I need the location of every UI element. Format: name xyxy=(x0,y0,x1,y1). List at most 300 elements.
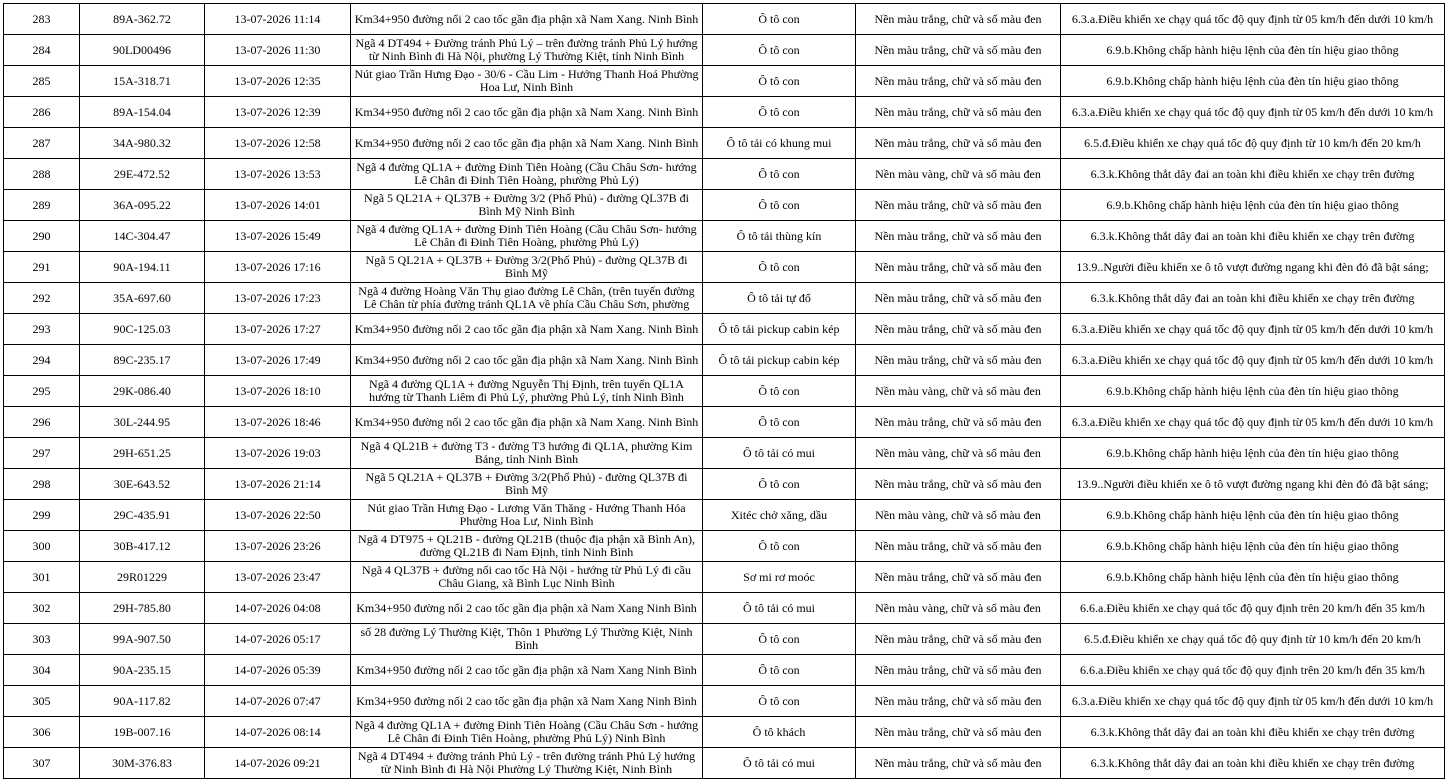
license-plate-text: 36A-095.22 xyxy=(113,198,171,212)
location-text: Ngã 4 đường QL1A + đường Đinh Tiên Hoàng (Cầu Châu Sơn- hướng Lê Chân đi Đinh Tiên Hoàng, phường Phủ Lý) xyxy=(356,161,697,187)
plate-color-cell xyxy=(856,500,1061,531)
violation-text: 6.3.a.Điều khiển xe chạy quá tốc độ quy định từ 05 km/h đến dưới 10 km/h xyxy=(1071,353,1434,367)
vehicle-type-cell xyxy=(703,407,856,438)
vehicle-type-cell xyxy=(703,190,856,221)
plate-color-cell xyxy=(856,35,1061,66)
vehicle-type-text: Ô tô con xyxy=(758,12,800,26)
vehicle-type-text: Ô tô con xyxy=(758,74,800,88)
license-plate-text: 30B-417.12 xyxy=(113,539,171,553)
violation-text: 6.5.đ.Điều khiển xe chạy quá tốc độ quy định từ 10 km/h đến 20 km/h xyxy=(1084,632,1421,646)
location-cell xyxy=(351,748,703,779)
timestamp-text: 13-07-2026 23:26 xyxy=(234,539,321,553)
row-number-text: 289 xyxy=(32,198,51,212)
vehicle-type-cell xyxy=(703,283,856,314)
license-plate-text: 90LD00496 xyxy=(113,43,171,57)
violation-cell xyxy=(1061,748,1445,779)
plate-color-cell xyxy=(856,97,1061,128)
timestamp-text: 14-07-2026 07:47 xyxy=(234,694,321,708)
license-plate-cell xyxy=(80,314,205,345)
row-number-cell xyxy=(4,562,80,593)
location-text: Ngã 4 DT494 + Đường tránh Phủ Lý – trên đường tránh Phủ Lý hướng từ Ninh Bình đi Hà Nội, phường Lý Thường Kiệt, tỉnh Ninh Bình xyxy=(355,37,698,63)
timestamp-text: 14-07-2026 04:08 xyxy=(234,601,321,615)
timestamp-text: 13-07-2026 17:16 xyxy=(234,260,321,274)
violation-cell xyxy=(1061,4,1445,35)
timestamp-cell xyxy=(205,314,351,345)
plate-color-text: Nền màu trắng, chữ và số màu đen xyxy=(874,477,1042,491)
license-plate-cell xyxy=(80,159,205,190)
plate-color-cell xyxy=(856,221,1061,252)
vehicle-type-text: Ô tô con xyxy=(758,415,800,429)
row-number-cell xyxy=(4,748,80,779)
row-number-text: 283 xyxy=(32,12,51,26)
plate-color-text: Nền màu vàng, chữ và số màu đen xyxy=(875,601,1041,615)
license-plate-cell xyxy=(80,438,205,469)
plate-color-text: Nền màu vàng, chữ và số màu đen xyxy=(875,508,1041,522)
location-cell xyxy=(351,97,703,128)
location-text: Ngã 5 QL21A + QL37B + Đường 3/2 (Phố Phủ) - đường QL37B đi Bình Mỹ Ninh Bình xyxy=(364,192,689,218)
plate-color-text: Nền màu trắng, chữ và số màu đen xyxy=(874,322,1042,336)
plate-color-cell xyxy=(856,531,1061,562)
location-text: Km34+950 đường nối 2 cao tốc gần địa phận xã Nam Xang. Ninh Bình xyxy=(354,322,699,336)
violation-text: 6.3.k.Không thắt dây đai an toàn khi điều khiển xe chạy trên đường xyxy=(1090,756,1415,770)
plate-color-text: Nền màu trắng, chữ và số màu đen xyxy=(874,105,1042,119)
timestamp-cell xyxy=(205,655,351,686)
license-plate-text: 29K-086.40 xyxy=(113,384,171,398)
violation-cell xyxy=(1061,376,1445,407)
row-number-cell xyxy=(4,655,80,686)
license-plate-text: 30M-376.83 xyxy=(112,756,172,770)
timestamp-cell xyxy=(205,190,351,221)
location-cell xyxy=(351,159,703,190)
row-number-cell xyxy=(4,252,80,283)
row-number-cell xyxy=(4,159,80,190)
row-number-cell xyxy=(4,283,80,314)
violation-cell xyxy=(1061,35,1445,66)
plate-color-text: Nền màu trắng, chữ và số màu đen xyxy=(874,353,1042,367)
table-row xyxy=(4,97,1445,128)
vehicle-type-text: Ô tô con xyxy=(758,260,800,274)
location-text: Ngã 4 đường QL1A + đường Đinh Tiên Hoàng (Cầu Châu Sơn - hướng Lê Chân đi Đinh Tiên Hoàng, phường Phủ Lý) Ninh Bình xyxy=(354,719,699,745)
timestamp-text: 13-07-2026 11:14 xyxy=(234,12,321,26)
violation-text: 6.3.k.Không thắt dây đai an toàn khi điều khiển xe chạy trên đường xyxy=(1090,167,1415,181)
license-plate-cell xyxy=(80,593,205,624)
row-number-text: 307 xyxy=(32,756,51,770)
timestamp-text: 13-07-2026 18:46 xyxy=(234,415,321,429)
license-plate-text: 30L-244.95 xyxy=(113,415,171,429)
timestamp-text: 13-07-2026 13:53 xyxy=(234,167,321,181)
license-plate-cell xyxy=(80,345,205,376)
timestamp-text: 14-07-2026 09:21 xyxy=(234,756,321,770)
timestamp-cell xyxy=(205,221,351,252)
vehicle-type-cell xyxy=(703,159,856,190)
table-row xyxy=(4,4,1445,35)
violation-cell xyxy=(1061,314,1445,345)
vehicle-type-cell xyxy=(703,438,856,469)
license-plate-cell xyxy=(80,624,205,655)
row-number-text: 291 xyxy=(32,260,51,274)
license-plate-cell xyxy=(80,531,205,562)
table-row xyxy=(4,190,1445,221)
location-text: Km34+950 đường nối 2 cao tốc gần địa phận xã Nam Xang. Ninh Bình xyxy=(354,105,699,119)
timestamp-text: 13-07-2026 17:23 xyxy=(234,291,321,305)
vehicle-type-text: Ô tô con xyxy=(758,539,800,553)
location-cell xyxy=(351,4,703,35)
row-number-text: 304 xyxy=(32,663,51,677)
location-cell xyxy=(351,469,703,500)
timestamp-text: 13-07-2026 15:49 xyxy=(234,229,321,243)
location-cell xyxy=(351,655,703,686)
license-plate-cell xyxy=(80,97,205,128)
violation-cell xyxy=(1061,97,1445,128)
row-number-text: 292 xyxy=(32,291,51,305)
vehicle-type-cell xyxy=(703,66,856,97)
row-number-cell xyxy=(4,128,80,159)
table-row xyxy=(4,283,1445,314)
row-number-text: 296 xyxy=(32,415,51,429)
license-plate-cell xyxy=(80,66,205,97)
row-number-cell xyxy=(4,376,80,407)
violation-cell xyxy=(1061,438,1445,469)
violations-table xyxy=(3,3,1445,779)
location-text: Ngã 5 QL21A + QL37B + Đường 3/2(Phố Phủ) - đường QL37B đi Bình Mỹ xyxy=(365,254,688,280)
license-plate-text: 89A-362.72 xyxy=(113,12,171,26)
row-number-text: 298 xyxy=(32,477,51,491)
vehicle-type-cell xyxy=(703,717,856,748)
plate-color-text: Nền màu trắng, chữ và số màu đen xyxy=(874,663,1042,677)
plate-color-text: Nền màu vàng, chữ và số màu đen xyxy=(875,446,1041,460)
license-plate-cell xyxy=(80,128,205,159)
plate-color-cell xyxy=(856,686,1061,717)
license-plate-text: 35A-697.60 xyxy=(113,291,171,305)
table-row xyxy=(4,159,1445,190)
row-number-text: 297 xyxy=(32,446,51,460)
vehicle-type-cell xyxy=(703,35,856,66)
violation-text: 6.9.b.Không chấp hành hiệu lệnh của đèn tín hiệu giao thông xyxy=(1106,74,1399,88)
license-plate-text: 29H-651.25 xyxy=(113,446,171,460)
vehicle-type-cell xyxy=(703,531,856,562)
violation-cell xyxy=(1061,469,1445,500)
license-plate-text: 14C-304.47 xyxy=(113,229,171,243)
license-plate-cell xyxy=(80,748,205,779)
violation-text: 6.3.a.Điều khiển xe chạy quá tốc độ quy định từ 05 km/h đến dưới 10 km/h xyxy=(1071,105,1434,119)
vehicle-type-cell xyxy=(703,655,856,686)
row-number-text: 287 xyxy=(32,136,51,150)
vehicle-type-text: Ô tô con xyxy=(758,477,800,491)
vehicle-type-cell xyxy=(703,97,856,128)
timestamp-cell xyxy=(205,593,351,624)
location-cell xyxy=(351,252,703,283)
license-plate-cell xyxy=(80,562,205,593)
row-number-text: 306 xyxy=(32,725,51,739)
vehicle-type-cell xyxy=(703,500,856,531)
table-row xyxy=(4,376,1445,407)
table-row xyxy=(4,314,1445,345)
plate-color-cell xyxy=(856,407,1061,438)
plate-color-text: Nền màu trắng, chữ và số màu đen xyxy=(874,74,1042,88)
violation-text: 6.9.b.Không chấp hành hiệu lệnh của đèn tín hiệu giao thông xyxy=(1106,198,1399,212)
timestamp-cell xyxy=(205,531,351,562)
location-text: Km34+950 đường nối 2 cao tốc gần địa phận xã Nam Xang Ninh Bình xyxy=(356,694,697,708)
row-number-cell xyxy=(4,314,80,345)
location-text: Ngã 4 DT494 + đường tránh Phủ Lý - trên đường tránh Phủ Lý hướng từ Ninh Bình đi Hà Nội Phường Lý Thường Kiệt, Ninh Bình xyxy=(357,750,696,776)
table-row xyxy=(4,128,1445,159)
location-cell xyxy=(351,562,703,593)
row-number-cell xyxy=(4,4,80,35)
row-number-cell xyxy=(4,66,80,97)
timestamp-text: 13-07-2026 23:47 xyxy=(234,570,321,584)
location-text: Km34+950 đường nối 2 cao tốc gần địa phận xã Nam Xang. Ninh Bình xyxy=(354,415,699,429)
location-text: Km34+950 đường nối 2 cao tốc gần địa phận xã Nam Xang. Ninh Bình xyxy=(354,136,699,150)
timestamp-cell xyxy=(205,717,351,748)
violation-text: 6.9.b.Không chấp hành hiệu lệnh của đèn tín hiệu giao thông xyxy=(1106,446,1399,460)
timestamp-cell xyxy=(205,128,351,159)
violation-text: 13.9..Người điều khiển xe ô tô vượt đường ngang khi đèn đỏ đã bật sáng; xyxy=(1076,477,1429,491)
violation-cell xyxy=(1061,593,1445,624)
timestamp-cell xyxy=(205,66,351,97)
row-number-cell xyxy=(4,35,80,66)
row-number-text: 305 xyxy=(32,694,51,708)
vehicle-type-text: Ô tô tải pickup cabin kép xyxy=(718,322,840,336)
violation-text: 13.9..Người điều khiển xe ô tô vượt đường ngang khi đèn đỏ đã bật sáng; xyxy=(1076,260,1429,274)
row-number-cell xyxy=(4,221,80,252)
plate-color-text: Nền màu vàng, chữ và số màu đen xyxy=(875,384,1041,398)
license-plate-text: 29E-472.52 xyxy=(113,167,171,181)
timestamp-cell xyxy=(205,35,351,66)
table-row xyxy=(4,252,1445,283)
vehicle-type-cell xyxy=(703,376,856,407)
plate-color-text: Nền màu trắng, chữ và số màu đen xyxy=(874,539,1042,553)
timestamp-cell xyxy=(205,376,351,407)
table-row xyxy=(4,438,1445,469)
plate-color-cell xyxy=(856,469,1061,500)
location-text: Km34+950 đường nối 2 cao tốc gần địa phận xã Nam Xang. Ninh Bình xyxy=(354,12,699,26)
table-body xyxy=(4,4,1445,779)
vehicle-type-text: Ô tô tải thùng kín xyxy=(736,229,822,243)
violation-cell xyxy=(1061,345,1445,376)
license-plate-text: 90A-194.11 xyxy=(113,260,171,274)
license-plate-text: 19B-007.16 xyxy=(113,725,171,739)
license-plate-text: 15A-318.71 xyxy=(113,74,171,88)
violation-text: 6.9.b.Không chấp hành hiệu lệnh của đèn tín hiệu giao thông xyxy=(1106,384,1399,398)
location-cell xyxy=(351,624,703,655)
location-text: Km34+950 đường nối 2 cao tốc gần địa phận xã Nam Xang Ninh Bình xyxy=(356,601,697,615)
violation-cell xyxy=(1061,717,1445,748)
violation-cell xyxy=(1061,562,1445,593)
row-number-text: 300 xyxy=(32,539,51,553)
location-text: Ngã 4 đường QL1A + đường Đinh Tiên Hoàng (Cầu Châu Sơn- hướng Lê Chân đi Đinh Tiên Hoàng, phường Phủ Lý) xyxy=(356,223,697,249)
vehicle-type-text: Ô tô con xyxy=(758,198,800,212)
location-text: Ngã 4 đường QL1A + đường Nguyễn Thị Định, trên tuyến QL1A hướng từ Thanh Liêm đi Phủ Lý, phường Phủ Lý, tỉnh Ninh Bình xyxy=(369,378,684,404)
plate-color-cell xyxy=(856,438,1061,469)
vehicle-type-text: Ô tô con xyxy=(758,663,800,677)
violation-cell xyxy=(1061,686,1445,717)
row-number-text: 299 xyxy=(32,508,51,522)
violation-cell xyxy=(1061,252,1445,283)
row-number-text: 303 xyxy=(32,632,51,646)
plate-color-cell xyxy=(856,314,1061,345)
violation-cell xyxy=(1061,128,1445,159)
location-cell xyxy=(351,531,703,562)
row-number-cell xyxy=(4,624,80,655)
vehicle-type-text: Ô tô tải có mui xyxy=(743,446,815,460)
violation-cell xyxy=(1061,66,1445,97)
table-row xyxy=(4,469,1445,500)
violation-cell xyxy=(1061,655,1445,686)
license-plate-text: 90A-117.82 xyxy=(113,694,171,708)
violation-cell xyxy=(1061,190,1445,221)
violation-cell xyxy=(1061,624,1445,655)
location-cell xyxy=(351,314,703,345)
timestamp-text: 13-07-2026 12:58 xyxy=(234,136,321,150)
license-plate-text: 89C-235.17 xyxy=(113,353,171,367)
row-number-cell xyxy=(4,717,80,748)
location-text: Km34+950 đường nối 2 cao tốc gần địa phận xã Nam Xang Ninh Bình xyxy=(356,663,697,677)
vehicle-type-text: Ô tô tải tự đổ xyxy=(747,291,811,305)
violation-text: 6.9.b.Không chấp hành hiệu lệnh của đèn tín hiệu giao thông xyxy=(1106,508,1399,522)
table-row xyxy=(4,500,1445,531)
violation-cell xyxy=(1061,407,1445,438)
timestamp-text: 13-07-2026 21:14 xyxy=(234,477,321,491)
vehicle-type-cell xyxy=(703,314,856,345)
license-plate-cell xyxy=(80,407,205,438)
license-plate-cell xyxy=(80,686,205,717)
vehicle-type-cell xyxy=(703,345,856,376)
timestamp-cell xyxy=(205,97,351,128)
vehicle-type-cell xyxy=(703,469,856,500)
license-plate-cell xyxy=(80,35,205,66)
timestamp-cell xyxy=(205,407,351,438)
violation-text: 6.3.a.Điều khiển xe chạy quá tốc độ quy định từ 05 km/h đến dưới 10 km/h xyxy=(1071,12,1434,26)
plate-color-cell xyxy=(856,748,1061,779)
vehicle-type-cell xyxy=(703,128,856,159)
table-row xyxy=(4,686,1445,717)
vehicle-type-text: Ô tô con xyxy=(758,694,800,708)
timestamp-cell xyxy=(205,438,351,469)
license-plate-text: 89A-154.04 xyxy=(113,105,171,119)
timestamp-cell xyxy=(205,4,351,35)
row-number-cell xyxy=(4,438,80,469)
table-row xyxy=(4,624,1445,655)
timestamp-text: 13-07-2026 17:27 xyxy=(234,322,321,336)
license-plate-cell xyxy=(80,500,205,531)
plate-color-cell xyxy=(856,190,1061,221)
timestamp-text: 13-07-2026 19:03 xyxy=(234,446,321,460)
row-number-text: 288 xyxy=(32,167,51,181)
vehicle-type-text: Ô tô tải có mui xyxy=(743,756,815,770)
violation-text: 6.9.b.Không chấp hành hiệu lệnh của đèn tín hiệu giao thông xyxy=(1106,43,1399,57)
plate-color-text: Nền màu trắng, chữ và số màu đen xyxy=(874,570,1042,584)
row-number-text: 302 xyxy=(32,601,51,615)
location-cell xyxy=(351,190,703,221)
plate-color-text: Nền màu trắng, chữ và số màu đen xyxy=(874,725,1042,739)
violation-cell xyxy=(1061,159,1445,190)
vehicle-type-cell xyxy=(703,686,856,717)
timestamp-cell xyxy=(205,562,351,593)
table-row xyxy=(4,531,1445,562)
table-row xyxy=(4,35,1445,66)
timestamp-text: 13-07-2026 17:49 xyxy=(234,353,321,367)
license-plate-cell xyxy=(80,283,205,314)
violation-text: 6.9.b.Không chấp hành hiệu lệnh của đèn tín hiệu giao thông xyxy=(1106,539,1399,553)
violation-cell xyxy=(1061,531,1445,562)
plate-color-cell xyxy=(856,655,1061,686)
location-text: Ngã 4 QL37B + đường nối cao tốc Hà Nội - hướng từ Phủ Lý đi cầu Châu Giang, xã Bình Lục Ninh Bình xyxy=(362,564,691,590)
location-text: Ngã 4 DT975 + QL21B - đường QL21B (thuộc địa phận xã Bình An), đường QL21B đi Nam Định, tỉnh Ninh Bình xyxy=(358,533,695,559)
location-cell xyxy=(351,221,703,252)
timestamp-text: 13-07-2026 12:35 xyxy=(234,74,321,88)
location-text: Ngã 5 QL21A + QL37B + Đường 3/2(Phố Phủ) - đường QL37B đi Bình Mỹ xyxy=(365,471,688,497)
plate-color-cell xyxy=(856,283,1061,314)
license-plate-text: 34A-980.32 xyxy=(113,136,171,150)
violation-text: 6.9.b.Không chấp hành hiệu lệnh của đèn tín hiệu giao thông xyxy=(1106,570,1399,584)
license-plate-text: 90A-235.15 xyxy=(113,663,171,677)
timestamp-cell xyxy=(205,252,351,283)
location-text: Ngã 4 QL21B + đường T3 - đường T3 hướng đi QL1A, phường Kim Bảng, tỉnh Ninh Bình xyxy=(360,440,693,466)
plate-color-text: Nền màu trắng, chữ và số màu đen xyxy=(874,43,1042,57)
location-cell xyxy=(351,128,703,159)
location-cell xyxy=(351,376,703,407)
timestamp-cell xyxy=(205,469,351,500)
license-plate-text: 90C-125.03 xyxy=(113,322,171,336)
license-plate-cell xyxy=(80,4,205,35)
timestamp-text: 13-07-2026 14:01 xyxy=(234,198,321,212)
vehicle-type-text: Ô tô con xyxy=(758,384,800,398)
timestamp-text: 14-07-2026 05:39 xyxy=(234,663,321,677)
license-plate-text: 99A-907.50 xyxy=(113,632,171,646)
vehicle-type-text: Ô tô khách xyxy=(752,725,806,739)
timestamp-text: 13-07-2026 11:30 xyxy=(234,43,321,57)
vehicle-type-text: Ô tô con xyxy=(758,167,800,181)
location-cell xyxy=(351,438,703,469)
location-cell xyxy=(351,35,703,66)
license-plate-text: 29C-435.91 xyxy=(113,508,171,522)
license-plate-text: 29R01229 xyxy=(116,570,167,584)
plate-color-text: Nền màu vàng, chữ và số màu đen xyxy=(875,167,1041,181)
plate-color-text: Nền màu trắng, chữ và số màu đen xyxy=(874,12,1042,26)
plate-color-cell xyxy=(856,4,1061,35)
table-row xyxy=(4,717,1445,748)
plate-color-cell xyxy=(856,717,1061,748)
plate-color-text: Nền màu trắng, chữ và số màu đen xyxy=(874,198,1042,212)
location-cell xyxy=(351,717,703,748)
row-number-cell xyxy=(4,97,80,128)
violation-cell xyxy=(1061,500,1445,531)
license-plate-cell xyxy=(80,252,205,283)
row-number-text: 293 xyxy=(32,322,51,336)
timestamp-cell xyxy=(205,500,351,531)
table-row xyxy=(4,593,1445,624)
violation-cell xyxy=(1061,221,1445,252)
row-number-text: 286 xyxy=(32,105,51,119)
violation-text: 6.3.a.Điều khiển xe chạy quá tốc độ quy định từ 05 km/h đến dưới 10 km/h xyxy=(1071,322,1434,336)
plate-color-text: Nền màu trắng, chữ và số màu đen xyxy=(874,632,1042,646)
row-number-cell xyxy=(4,345,80,376)
timestamp-cell xyxy=(205,283,351,314)
location-text: số 28 đường Lý Thường Kiệt, Thôn 1 Phường Lý Thường Kiệt, Ninh Bình xyxy=(360,626,693,652)
plate-color-text: Nền màu trắng, chữ và số màu đen xyxy=(874,260,1042,274)
violation-text: 6.3.a.Điều khiển xe chạy quá tốc độ quy định từ 05 km/h đến dưới 10 km/h xyxy=(1071,415,1434,429)
row-number-cell xyxy=(4,500,80,531)
plate-color-cell xyxy=(856,562,1061,593)
vehicle-type-text: Ô tô tải có mui xyxy=(743,601,815,615)
license-plate-cell xyxy=(80,469,205,500)
row-number-cell xyxy=(4,190,80,221)
table-row xyxy=(4,655,1445,686)
location-cell xyxy=(351,66,703,97)
row-number-cell xyxy=(4,469,80,500)
location-text: Km34+950 đường nối 2 cao tốc gần địa phận xã Nam Xang. Ninh Bình xyxy=(354,353,699,367)
violation-cell xyxy=(1061,283,1445,314)
